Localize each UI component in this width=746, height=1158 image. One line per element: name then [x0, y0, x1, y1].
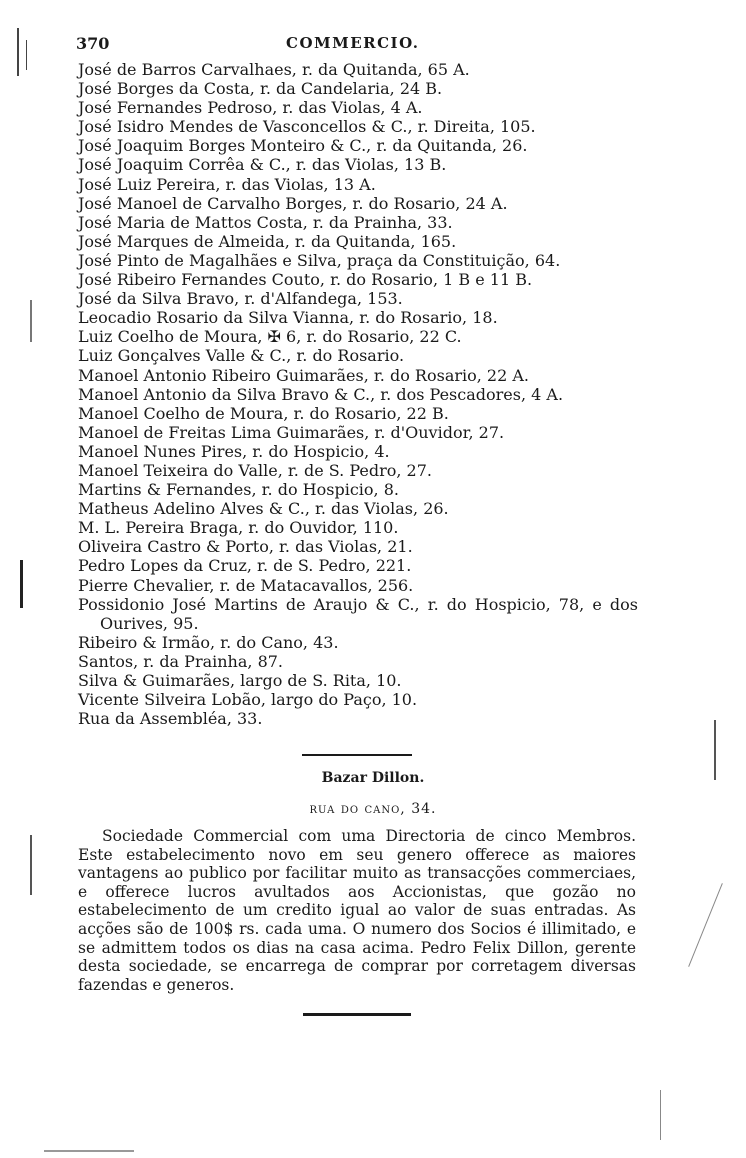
list-item: José Ribeiro Fernandes Couto, r. do Rosario, 1 B e 11 B.	[78, 270, 533, 290]
list-item: José Fernandes Pedroso, r. das Violas, 4 A.	[78, 98, 423, 118]
margin-scan-mark	[20, 560, 23, 608]
section-subtitle: rua do cano, 34.	[309, 801, 437, 817]
closing-divider	[303, 1013, 411, 1016]
list-item: José Luiz Pereira, r. das Violas, 13 A.	[78, 174, 376, 194]
list-item: José Isidro Mendes de Vasconcellos & C., r. Direita, 105.	[78, 117, 536, 137]
merchant-list	[78, 60, 638, 728]
margin-scan-mark	[17, 28, 19, 76]
list-item: Vicente Silveira Lobão, largo do Paço, 10.	[78, 690, 418, 710]
list-item: Leocadio Rosario da Silva Vianna, r. do Rosario, 18.	[78, 308, 498, 328]
list-item: Santos, r. da Prainha, 87.	[78, 651, 284, 671]
list-item: José Marques de Almeida, r. da Quitanda, 165.	[78, 231, 457, 251]
margin-scan-mark	[44, 1150, 134, 1152]
list-item: Pierre Chevalier, r. de Matacavallos, 256.	[78, 575, 414, 595]
margin-scan-mark	[30, 835, 32, 895]
list-item: Manoel Antonio da Silva Bravo & C., r. dos Pescadores, 4 A.	[78, 384, 564, 404]
list-item: Manoel Nunes Pires, r. do Hospicio, 4.	[78, 441, 390, 461]
list-item: Manoel Teixeira do Valle, r. de S. Pedro, 27.	[78, 460, 432, 480]
list-item: José Borges da Costa, r. da Candelaria, 24 B.	[78, 79, 443, 99]
list-item: José da Silva Bravo, r. d'Alfandega, 153.	[78, 289, 403, 309]
list-item: Oliveira Castro & Porto, r. das Violas, 21.	[78, 537, 413, 557]
running-head: COMMERCIO.	[286, 34, 420, 52]
list-item: José Joaquim Borges Monteiro & C., r. da Quitanda, 26.	[78, 136, 528, 156]
list-item: Manoel Coelho de Moura, r. do Rosario, 22 B.	[78, 403, 449, 423]
section-divider	[302, 754, 412, 756]
section-paragraph: Sociedade Commercial com uma Directoria de cinco Membros. Este estabelecimento novo em seu genero offerece as maiores vantagens ao publico por facilitar muito as transacções commerciaes, e offerece lucros avultados aos Accionistas, que gozão no estabelecimento de um credito igual ao valor de suas entradas. As acções são de 100$ rs. cada uma. O numero dos Socios é illimitado, e se admittem todos os dias na casa acima. Pedro Felix Dillon, gerente desta sociedade, se encarrega de comprar por corretagem diversas fazendas e generos.	[78, 827, 636, 994]
list-item: Ribeiro & Irmão, r. do Cano, 43.	[78, 632, 339, 652]
list-item: José de Barros Carvalhaes, r. da Quitanda, 65 A.	[78, 60, 470, 79]
list-item: M. L. Pereira Braga, r. do Ouvidor, 110.	[78, 518, 399, 538]
list-item: José Maria de Mattos Costa, r. da Prainha, 33.	[78, 212, 453, 232]
list-item: Manoel Antonio Ribeiro Guimarães, r. do Rosario, 22 A.	[78, 365, 530, 385]
list-item: Rua da Assembléa, 33.	[78, 709, 263, 729]
page-number: 370	[76, 34, 110, 53]
list-item: Luiz Gonçalves Valle & C., r. do Rosario.	[78, 346, 405, 366]
list-item: Silva & Guimarães, largo de S. Rita, 10.	[78, 671, 402, 690]
margin-scan-mark	[660, 1090, 661, 1140]
list-item: José Manoel de Carvalho Borges, r. do Rosario, 24 A.	[78, 193, 508, 213]
list-item: Luiz Coelho de Moura, ✠ 6, r. do Rosario, 22 C.	[78, 327, 462, 347]
list-item: Matheus Adelino Alves & C., r. das Violas, 26.	[78, 499, 449, 519]
list-item: José Pinto de Magalhães e Silva, praça da Constituição, 64.	[78, 250, 561, 270]
list-item: Martins & Fernandes, r. do Hospicio, 8.	[78, 480, 399, 500]
list-item: Possidonio José Martins de Araujo & C., r. do Hospicio, 78, e dos Ourives, 95.	[78, 594, 638, 633]
list-item: Pedro Lopes da Cruz, r. de S. Pedro, 221.	[78, 556, 412, 576]
margin-scan-mark	[30, 300, 32, 342]
margin-scan-mark	[26, 40, 27, 70]
page-header	[76, 34, 636, 56]
margin-scan-mark	[688, 883, 723, 967]
list-item: José Joaquim Corrêa & C., r. das Violas, 13 B.	[78, 155, 447, 175]
section-title: Bazar Dillon.	[321, 770, 425, 786]
list-item: Manoel de Freitas Lima Guimarães, r. d'Ouvidor, 27.	[78, 422, 505, 442]
